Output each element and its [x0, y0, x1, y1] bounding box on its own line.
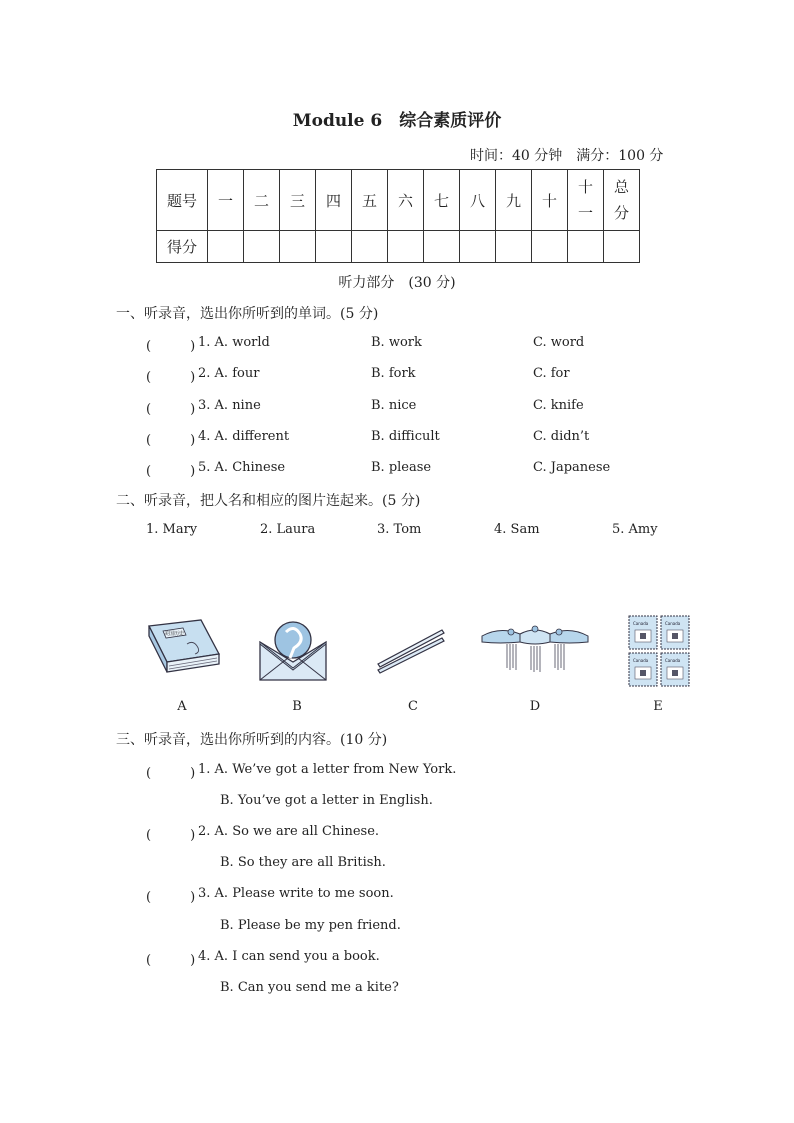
name-tom: 3. Tom [377, 522, 422, 537]
stamp-label: Canada [633, 658, 649, 663]
q3-option-b: B. nice [371, 398, 417, 413]
name-laura: 2. Laura [260, 522, 316, 537]
answer-blank[interactable]: ( ) [146, 890, 196, 905]
stamps-picture [627, 614, 691, 688]
s3-q1-option-a: 1. A. We’ve got a letter from New York. [198, 762, 457, 777]
answer-blank[interactable]: ( ) [146, 370, 196, 385]
answer-blank[interactable]: ( ) [146, 464, 196, 479]
q1-option-c: C. word [533, 335, 585, 350]
score-table-label-score: 得分 [157, 231, 208, 263]
score-cell[interactable] [460, 231, 496, 263]
score-col-11-bottom: 一 [577, 204, 593, 222]
score-col-5: 五 [352, 170, 388, 231]
score-cell[interactable] [424, 231, 460, 263]
page-title: Module 6 综合素质评价 [292, 111, 502, 131]
score-col-total [604, 170, 640, 231]
q3-option-c: C. knife [533, 398, 584, 413]
q1-option-b: B. work [371, 335, 422, 350]
score-cell[interactable] [532, 231, 568, 263]
score-cell[interactable] [280, 231, 316, 263]
answer-blank[interactable]: ( ) [146, 339, 196, 354]
chopsticks-picture [374, 626, 446, 674]
section1-heading: 一、听录音，选出你所听到的单词。(5 分) [116, 306, 379, 322]
answer-blank[interactable]: ( ) [146, 766, 196, 781]
stamp-label: Canada [665, 621, 681, 626]
score-table-score-row [157, 231, 640, 263]
s3-q1-option-b: B. You’ve got a letter in English. [220, 793, 433, 808]
listening-part-header: 听力部分 (30 分) [338, 275, 456, 291]
picture-label-b: B [292, 699, 302, 714]
score-col-1: 一 [208, 170, 244, 231]
score-col-4: 四 [316, 170, 352, 231]
score-col-11 [568, 170, 604, 231]
s3-q4-option-b: B. Can you send me a kite? [220, 980, 399, 995]
score-table-label-number: 题号 [157, 170, 208, 231]
score-table-header-row [157, 170, 640, 231]
score-cell[interactable] [208, 231, 244, 263]
answer-blank[interactable]: ( ) [146, 953, 196, 968]
answer-blank[interactable]: ( ) [146, 402, 196, 417]
s3-q4-option-a: 4. A. I can send you a book. [198, 949, 380, 964]
q2-option-a: 2. A. four [198, 366, 260, 381]
score-cell[interactable] [496, 231, 532, 263]
score-col-2: 二 [244, 170, 280, 231]
q3-option-a: 3. A. nine [198, 398, 261, 413]
q2-option-b: B. fork [371, 366, 416, 381]
history-book-picture [143, 614, 223, 686]
s3-q3-option-a: 3. A. Please write to me soon. [198, 886, 394, 901]
q5-option-c: C. Japanese [533, 460, 611, 475]
score-col-total-top: 总 [613, 178, 629, 196]
score-col-11-top: 十 [577, 178, 593, 196]
name-mary: 1. Mary [146, 522, 198, 537]
score-col-6: 六 [388, 170, 424, 231]
answer-blank[interactable]: ( ) [146, 433, 196, 448]
score-col-7: 七 [424, 170, 460, 231]
q4-option-a: 4. A. different [198, 429, 290, 444]
score-col-total-bottom: 分 [613, 204, 629, 222]
section2-heading: 二、听录音，把人名和相应的图片连起来。(5 分) [116, 493, 421, 509]
q2-option-c: C. for [533, 366, 570, 381]
book-title-text: 美国历史 [163, 631, 185, 637]
score-cell[interactable] [604, 231, 640, 263]
score-col-3: 三 [280, 170, 316, 231]
s3-q2-option-a: 2. A. So we are all Chinese. [198, 824, 380, 839]
q1-option-a: 1. A. world [198, 335, 270, 350]
picture-label-d: D [529, 699, 541, 714]
score-cell[interactable] [316, 231, 352, 263]
picture-label-e: E [653, 699, 663, 714]
stamp-label: Canada [665, 658, 681, 663]
stamp-label: Canada [633, 621, 649, 626]
score-table [156, 169, 640, 263]
score-cell[interactable] [352, 231, 388, 263]
score-cell[interactable] [388, 231, 424, 263]
picture-label-c: C [408, 699, 418, 714]
name-sam: 4. Sam [494, 522, 540, 537]
section3-heading: 三、听录音，选出你所听到的内容。(10 分) [116, 732, 388, 748]
q5-option-a: 5. A. Chinese [198, 460, 286, 475]
s3-q2-option-b: B. So they are all British. [220, 855, 386, 870]
score-col-10: 十 [532, 170, 568, 231]
q4-option-c: C. didn’t [533, 429, 590, 444]
q4-option-b: B. difficult [371, 429, 440, 444]
picture-label-a: A [177, 699, 187, 714]
score-cell[interactable] [568, 231, 604, 263]
time-score-info: 时间：40 分钟 满分：100 分 [470, 148, 664, 164]
score-cell[interactable] [244, 231, 280, 263]
name-amy: 5. Amy [612, 522, 658, 537]
envelope-picture [256, 618, 330, 682]
kite-picture [480, 622, 590, 674]
score-col-9: 九 [496, 170, 532, 231]
s3-q3-option-b: B. Please be my pen friend. [220, 918, 401, 933]
score-col-8: 八 [460, 170, 496, 231]
answer-blank[interactable]: ( ) [146, 828, 196, 843]
q5-option-b: B. please [371, 460, 432, 475]
